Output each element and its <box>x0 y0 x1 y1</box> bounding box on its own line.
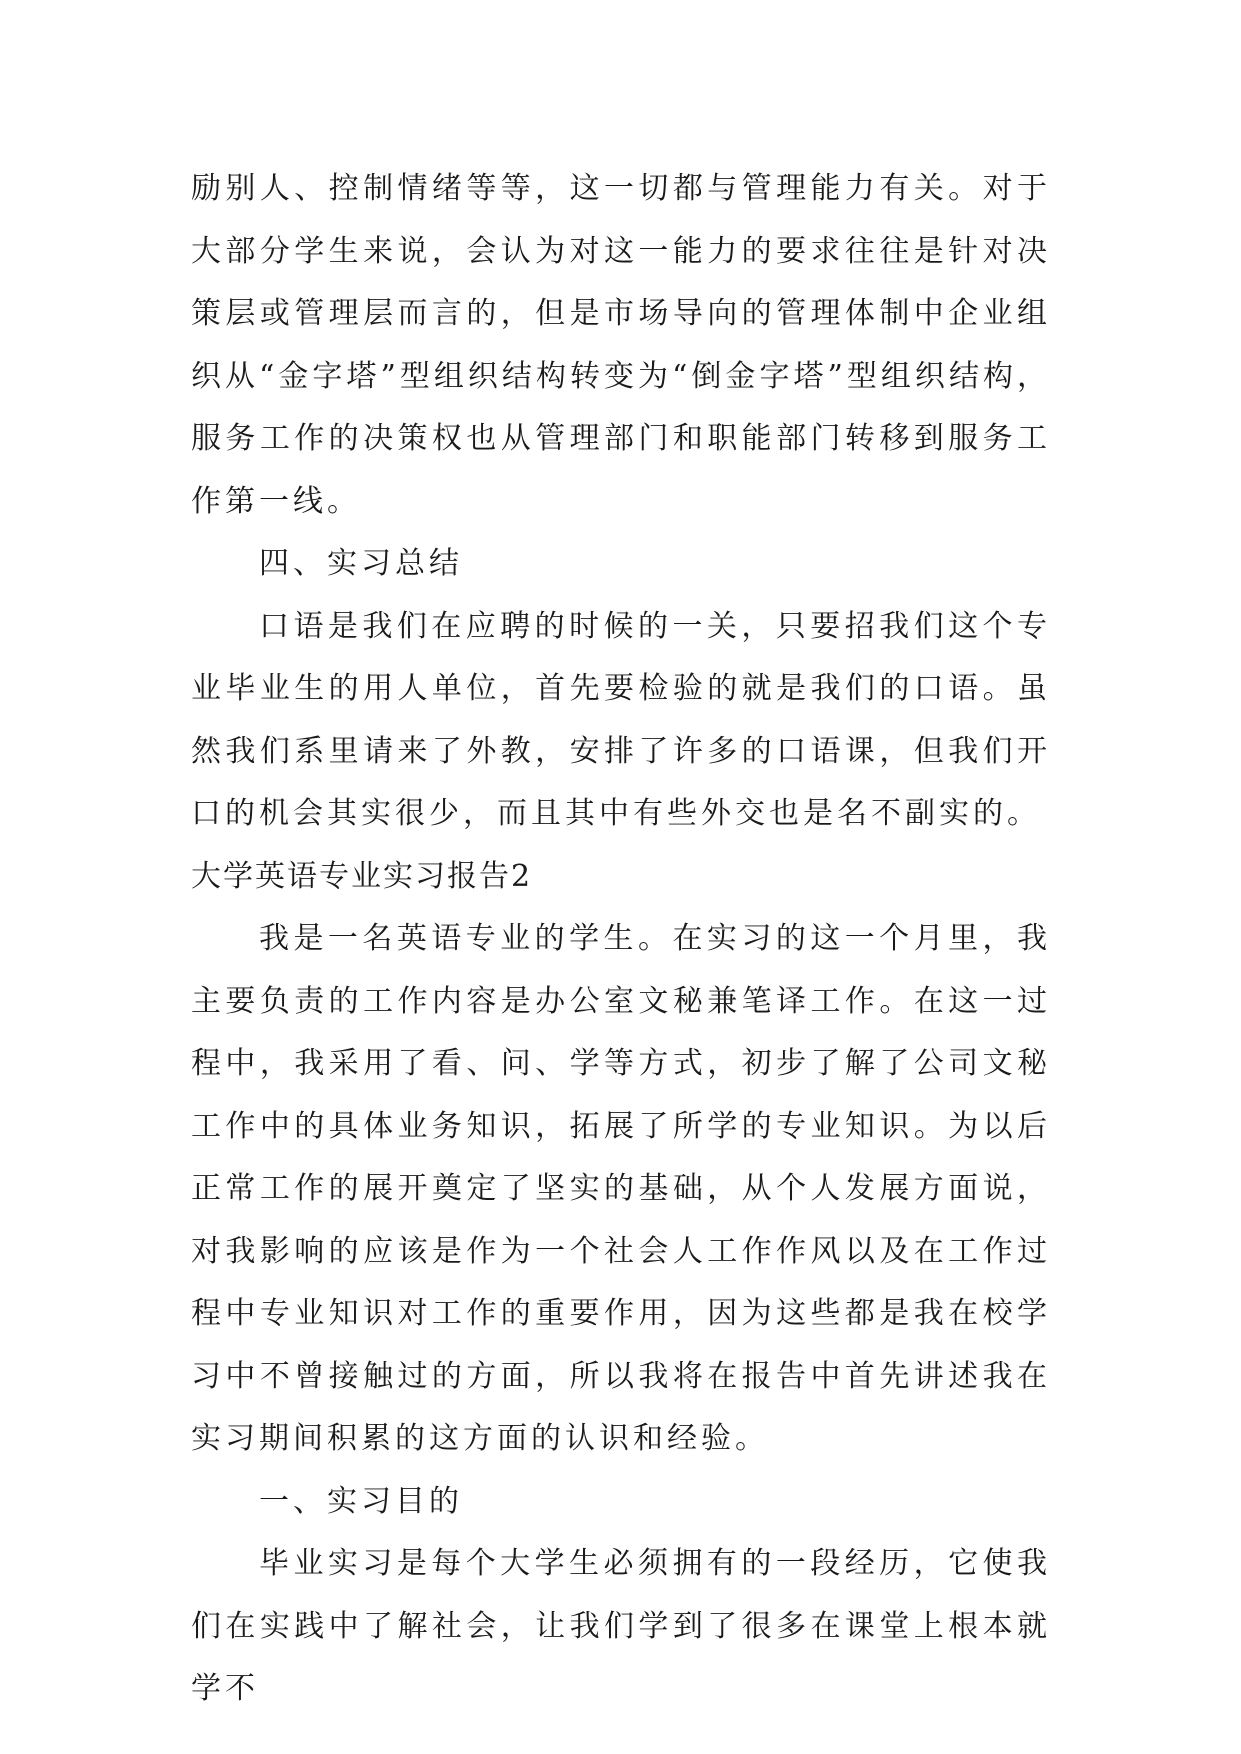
paragraph-spoken-english: 口语是我们在应聘的时候的一关，只要招我们这个专业毕业生的用人单位，首先要检验的就是我们的口语。虽然我们系里请来了外教，安排了许多的口语课，但我们开口的机会其实很少，而且其中有些外交也是名不副实的。 <box>191 608 1051 831</box>
paragraph-intro: 我是一名英语专业的学生。在实习的这一个月里，我主要负责的工作内容是办公室文秘兼笔译工作。在这一过程中，我采用了看、问、学等方式，初步了解了公司文秘工作中的具体业务知识，拓展了所学的专业知识。为以后正常工作的展开奠定了坚实的基础，从个人发展方面说，对我影响的应该是作为一个社会人工作作风以及在工作过程中专业知识对工作的重要作用，因为这些都是我在校学习中不曾接触过的方面，所以我将在报告中首先讲述我在实习期间积累的这方面的认识和经验。 <box>191 921 1051 1456</box>
section-heading-internship-summary: 四、实习总结 <box>259 546 463 581</box>
paragraph-graduation-internship: 毕业实习是每个大学生必须拥有的一段经历，它使我们在实践中了解社会，让我们学到了很多在课堂上根本就学不 <box>191 1546 1051 1706</box>
report-title: 大学英语专业实习报告2 <box>191 858 533 894</box>
section-heading-internship-purpose: 一、实习目的 <box>259 1483 463 1519</box>
document-body <box>191 158 1051 1721</box>
paragraph-management-ability: 励别人、控制情绪等等，这一切都与管理能力有关。对于大部分学生来说，会认为对这一能力的要求往往是针对决策层或管理层而言的，但是市场导向的管理体制中企业组织从“金字塔”型组织结构转变为“倒金字塔”型组织结构，服务工作的决策权也从管理部门和职能部门转移到服务工作第一线。 <box>191 171 1051 519</box>
